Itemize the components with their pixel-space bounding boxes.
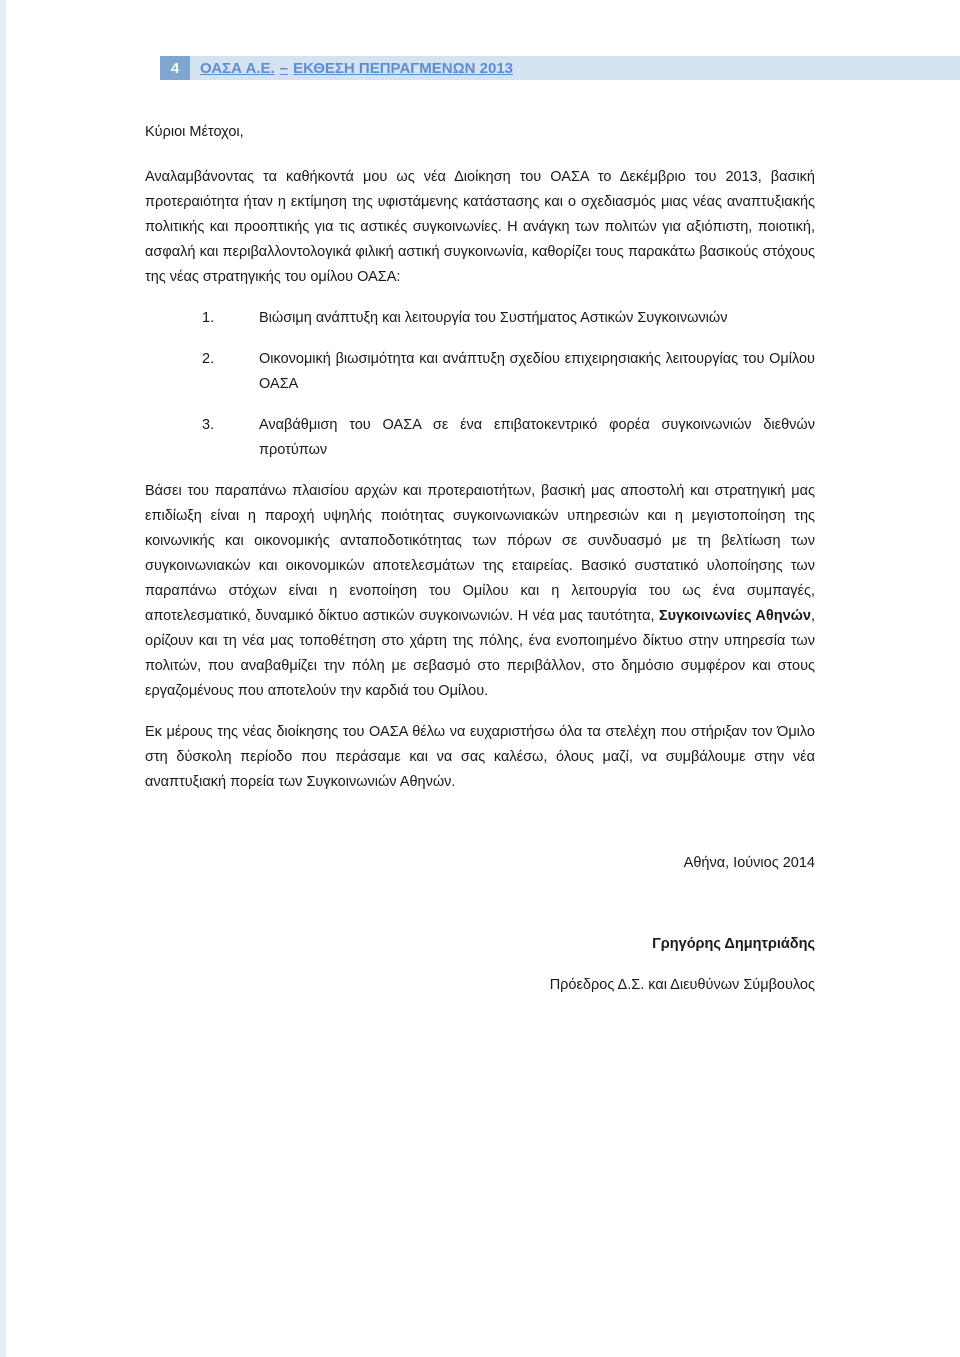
- letter-body: [145, 120, 815, 998]
- goal-number: 1.: [202, 310, 215, 326]
- mission-text-b: , ορίζουν και τη νέα μας τοποθέτηση στο χάρτη της πόλης, ένα ενοποιημένο δίκτυο στην υπηρεσία των πολιτών, που αναβαθμίζει την πόλη με σεβασμό στο περιβάλλον, στο δημόσιο συμφέρον και στους εργαζομένους που αποτελούν την καρδιά του Ομίλου.: [145, 608, 815, 699]
- signatory-title: Πρόεδρος Δ.Σ. και Διευθύνων Σύμβουλος: [549, 977, 815, 993]
- goal-text: Οικονομική βιωσιμότητα και ανάπτυξη σχεδίου επιχειρησιακής λειτουργίας του Ομίλου ΟΑΣΑ: [259, 351, 815, 392]
- date-line: Αθήνα, Ιούνιος 2014: [683, 855, 815, 871]
- goal-text: Βιώσιμη ανάπτυξη και λειτουργία του Συστήματος Αστικών Συγκοινωνιών: [259, 310, 728, 326]
- header-title: ΕΚΘΕΣΗ ΠΕΠΡΑΓΜΕΝΩΝ 2013: [293, 59, 514, 77]
- page-number: 4: [160, 56, 190, 80]
- page-header: [160, 56, 960, 80]
- thanks-paragraph: Εκ μέρους της νέας διοίκησης του ΟΑΣΑ θέλω να ευχαριστήσω όλα τα στελέχη που στήριξαν τον Όμιλο στη δύσκολη περίοδο που περάσαμε και να σας καλέσω, όλους μαζί, να συμβάλουμε στην νέα αναπτυξιακή πορεία των Συγκοινωνιών Αθηνών.: [145, 724, 815, 790]
- list-item: [145, 306, 815, 331]
- signatory-name: Γρηγόρης Δημητριάδης: [652, 936, 815, 952]
- goals-list: [145, 306, 815, 463]
- list-item: [145, 347, 815, 397]
- goal-number: 2.: [202, 351, 215, 367]
- mission-paragraph: [145, 479, 815, 704]
- mission-text-a: Βάσει του παραπάνω πλαισίου αρχών και προτεραιοτήτων, βασική μας αποστολή και στρατηγική μας επιδίωξη είναι η παροχή υψηλής ποιότητας συγκοινωνιακών υπηρεσιών και η μεγιστοποίηση της κοινωνικής και οικονομικής ανταποδοτικότητας των πόρων σε συνδυασμό με τη βελτίωση των συγκοινωνιακών και οικονομικών αποτελεσμάτων της εταιρείας. Βασικό συστατικό υλοποίησης των παραπάνω στόχων είναι η ενοποίηση του Ομίλου και η λειτουργία του ως ένα συμπαγές, αποτελεσματικό, δυναμικό δίκτυο αστικών συγκοινωνιών. Η νέα μας ταυτότητα,: [145, 483, 815, 624]
- header-org: ΟΑΣΑ Α.Ε.: [200, 59, 275, 77]
- goal-number: 3.: [202, 417, 215, 433]
- list-item: [145, 413, 815, 463]
- intro-paragraph: Αναλαμβάνοντας τα καθήκοντά μου ως νέα Διοίκηση του ΟΑΣΑ το Δεκέμβριο του 2013, βασική προτεραιότητα ήταν η εκτίμηση της υφιστάμενης κατάστασης και ο σχεδιασμός μιας νέας αναπτυξιακής πολιτικής και προοπτικής για τις αστικές συγκοινωνίες. Η ανάγκη των πολιτών για αξιόπιστη, ποιοτική, ασφαλή και περιβαλλοντολογικά φιλική αστική συγκοινωνία, καθορίζει τους παρακάτω βασικούς στόχους της νέας στρατηγικής του ομίλου ΟΑΣΑ:: [145, 169, 815, 285]
- brand-name: Συγκοινωνίες Αθηνών: [658, 608, 811, 624]
- greeting: Κύριοι Μέτοχοι,: [145, 124, 244, 140]
- header-separator: –: [279, 59, 289, 77]
- header-title-band: [190, 56, 960, 80]
- goal-text: Αναβάθμιση του ΟΑΣΑ σε ένα επιβατοκεντρικό φορέα συγκοινωνιών διεθνών προτύπων: [259, 417, 815, 458]
